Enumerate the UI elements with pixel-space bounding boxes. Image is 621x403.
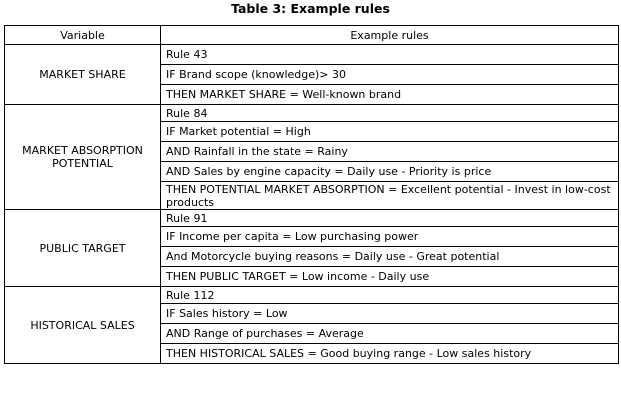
variable-cell: HISTORICAL SALES	[5, 287, 161, 364]
rule-line: IF Market potential = High	[161, 122, 619, 142]
rule-line: THEN HISTORICAL SALES = Good buying range - Low sales history	[161, 344, 619, 364]
rule-line: THEN PUBLIC TARGET = Low income - Daily use	[161, 267, 619, 287]
rule-line: IF Sales history = Low	[161, 304, 619, 324]
example-rules-table	[4, 25, 619, 364]
variable-cell: PUBLIC TARGET	[5, 210, 161, 287]
header-row	[5, 26, 619, 45]
table-row	[5, 287, 619, 304]
header-variable: Variable	[5, 26, 161, 45]
rule-line: AND Rainfall in the state = Rainy	[161, 142, 619, 162]
rule-line: AND Range of purchases = Average	[161, 324, 619, 344]
rule-line: IF Brand scope (knowledge)> 30	[161, 65, 619, 85]
rule-title: Rule 112	[161, 287, 619, 304]
rule-title: Rule 43	[161, 45, 619, 65]
rule-line: THEN POTENTIAL MARKET ABSORPTION = Excellent potential - Invest in low-cost products	[161, 182, 619, 210]
rule-title: Rule 91	[161, 210, 619, 227]
table-row	[5, 105, 619, 122]
variable-cell: MARKET ABSORPTION POTENTIAL	[5, 105, 161, 210]
table-caption: Table 3: Example rules	[231, 1, 390, 16]
rule-line: AND Sales by engine capacity = Daily use - Priority is price	[161, 162, 619, 182]
rule-title: Rule 84	[161, 105, 619, 122]
rule-line: THEN MARKET SHARE = Well-known brand	[161, 85, 619, 105]
rule-line: And Motorcycle buying reasons = Daily use - Great potential	[161, 247, 619, 267]
rule-line: IF Income per capita = Low purchasing power	[161, 227, 619, 247]
table-row	[5, 45, 619, 65]
variable-cell: MARKET SHARE	[5, 45, 161, 105]
header-example-rules: Example rules	[161, 26, 619, 45]
table-row	[5, 210, 619, 227]
